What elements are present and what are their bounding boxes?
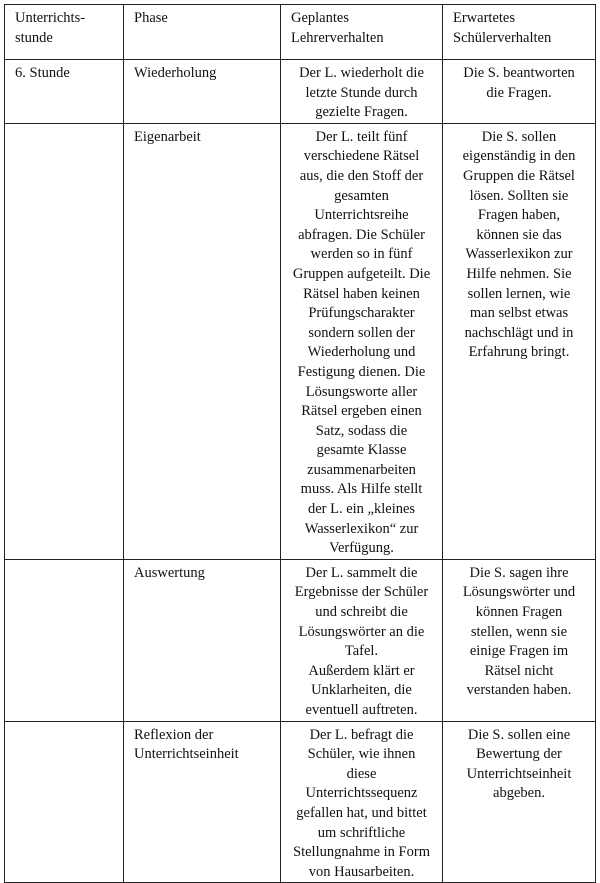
schueler-line: Die S. sollen eine xyxy=(467,726,571,743)
schueler-line: Fragen haben, xyxy=(477,207,561,224)
schueler-cell xyxy=(443,123,596,559)
lehrer-line: Schüler, wie ihnen xyxy=(307,746,416,763)
schueler-line: eigenständig in den xyxy=(462,148,576,165)
lehrer-line: Der L. teilt fünf xyxy=(315,128,408,145)
stunde-cell xyxy=(5,721,124,883)
lehrer-line: zusammenarbeiten xyxy=(307,461,416,478)
lehrer-line: der L. ein „kleines xyxy=(307,501,416,518)
phase-line: Reflexion der xyxy=(134,726,214,743)
lesson-plan-page xyxy=(4,4,595,883)
table-row xyxy=(5,721,596,883)
phase-line: Wiederholung xyxy=(134,65,217,81)
lehrer-line: Wasserlexikon“ zur xyxy=(304,520,419,537)
lehrer-cell xyxy=(281,721,443,883)
schueler-line: Wasserlexikon zur xyxy=(465,246,573,263)
stunde-cell xyxy=(5,559,124,721)
phase-cell xyxy=(124,123,281,559)
lehrer-line: gezielte Fragen. xyxy=(315,104,408,121)
schueler-line: stellen, wenn sie xyxy=(470,623,568,640)
schueler-line: verstanden haben. xyxy=(466,682,572,699)
lehrer-line: gesamte Klasse xyxy=(316,442,407,459)
lehrer-line: abfragen. Die Schüler xyxy=(298,226,425,243)
lehrer-line: Der L. sammelt die xyxy=(305,564,418,581)
schueler-line: abgeben. xyxy=(493,785,545,802)
lehrer-line: Der L. befragt die xyxy=(309,726,414,743)
lehrer-line: gefallen hat, und bittet xyxy=(296,804,427,821)
schueler-cell xyxy=(443,721,596,883)
lehrer-line: um schriftliche xyxy=(317,824,406,841)
lehrer-line: letzte Stunde durch xyxy=(305,84,418,101)
schueler-line: man selbst etwas xyxy=(469,305,569,322)
schueler-line: nachschlägt und in xyxy=(464,324,574,341)
schueler-line: Die S. sollen xyxy=(481,128,557,145)
table-header-row xyxy=(5,5,596,60)
lehrer-line: sondern sollen der xyxy=(308,324,415,341)
phase-line: Auswertung xyxy=(134,564,205,581)
phase-cell xyxy=(124,559,281,721)
schueler-line: Die S. sagen ihre xyxy=(469,564,569,581)
lehrer-line: Wiederholung und xyxy=(307,344,416,361)
schueler-line: können Fragen xyxy=(475,604,563,621)
phase-line: Eigenarbeit xyxy=(134,128,201,145)
lehrer-line: Lösungswörter an die xyxy=(298,623,425,640)
lehrer-cell xyxy=(281,123,443,559)
schueler-line: Lösungswörter und xyxy=(462,584,576,601)
lehrer-line: Festigung dienen. Die xyxy=(297,363,426,380)
phase-cell xyxy=(124,60,281,124)
lehrer-line: eventuell auftreten. xyxy=(305,702,418,718)
schueler-line: können sie das xyxy=(476,226,562,243)
lehrer-line: Tafel. xyxy=(344,643,379,660)
lehrer-line: Der L. wiederholt die xyxy=(299,65,424,81)
schueler-line: die Fragen. xyxy=(486,84,552,101)
lehrer-line: Verfügung. xyxy=(329,540,394,557)
lehrer-line: Unterrichtssequenz xyxy=(305,785,418,802)
schueler-line: lösen. Sollten sie xyxy=(469,187,569,204)
lehrer-line: Prüfungscharakter xyxy=(308,305,415,322)
lehrer-line: gesamten xyxy=(334,187,389,204)
lehrer-cell xyxy=(281,559,443,721)
lehrer-line: aus, die den Stoff der xyxy=(299,167,424,184)
schueler-line: Unterrichtseinheit xyxy=(466,765,572,782)
header-phase: Phase xyxy=(124,5,281,60)
lehrer-line: und schreibt die xyxy=(315,604,408,621)
stunde-cell xyxy=(5,123,124,559)
lehrer-line: Unterrichtsreihe xyxy=(314,207,409,224)
schueler-line: sollen lernen, wie xyxy=(467,285,571,302)
stunde-cell: 6. Stunde xyxy=(5,60,124,124)
lehrer-line: Rätsel haben keinen xyxy=(303,285,420,302)
phase-line: Unterrichtseinheit xyxy=(134,746,239,763)
lehrer-line: muss. Als Hilfe stellt xyxy=(300,481,423,498)
lehrer-line: Ergebnisse der Schüler xyxy=(294,584,429,601)
schueler-line: Hilfe nehmen. Sie xyxy=(466,265,572,282)
lehrer-cell xyxy=(281,60,443,124)
lehrer-line: Satz, sodass die xyxy=(315,422,408,439)
lehrer-line: verschiedene Rätsel xyxy=(303,148,420,165)
table-row xyxy=(5,60,596,124)
schueler-cell xyxy=(443,559,596,721)
table-row xyxy=(5,123,596,559)
table-row xyxy=(5,559,596,721)
lehrer-line: Unklarheiten, die xyxy=(311,682,412,699)
header-schuelerverhalten: Erwartetes Schülerverhalten xyxy=(443,5,596,60)
schueler-line: Rätsel nicht xyxy=(484,662,554,679)
lehrer-line: werden so in fünf xyxy=(310,246,413,263)
schueler-cell xyxy=(443,60,596,124)
lehrer-line: diese xyxy=(346,765,377,782)
schueler-line: Gruppen die Rätsel xyxy=(463,167,575,184)
lehrer-line: Rätsel ergeben einen xyxy=(301,403,422,420)
phase-cell xyxy=(124,721,281,883)
lehrer-line: Stellungnahme in Form xyxy=(293,844,430,861)
schueler-line: Erfahrung bringt. xyxy=(468,344,570,361)
lehrer-line: Lösungsworte aller xyxy=(305,383,418,400)
schueler-line: Bewertung der xyxy=(476,746,562,763)
header-lehrerverhalten: Geplantes Lehrerverhalten xyxy=(281,5,443,60)
header-unterrichtsstunde: Unterrichts- stunde xyxy=(5,5,124,60)
lehrer-line: Außerdem klärt er xyxy=(308,662,415,679)
lehrer-line: Gruppen aufgeteilt. Die xyxy=(292,265,431,282)
lesson-plan-table xyxy=(4,4,596,883)
schueler-line: Die S. beantworten xyxy=(463,65,575,81)
lehrer-line: von Hausarbeiten. xyxy=(308,863,415,880)
schueler-line: einige Fragen im xyxy=(469,643,569,660)
